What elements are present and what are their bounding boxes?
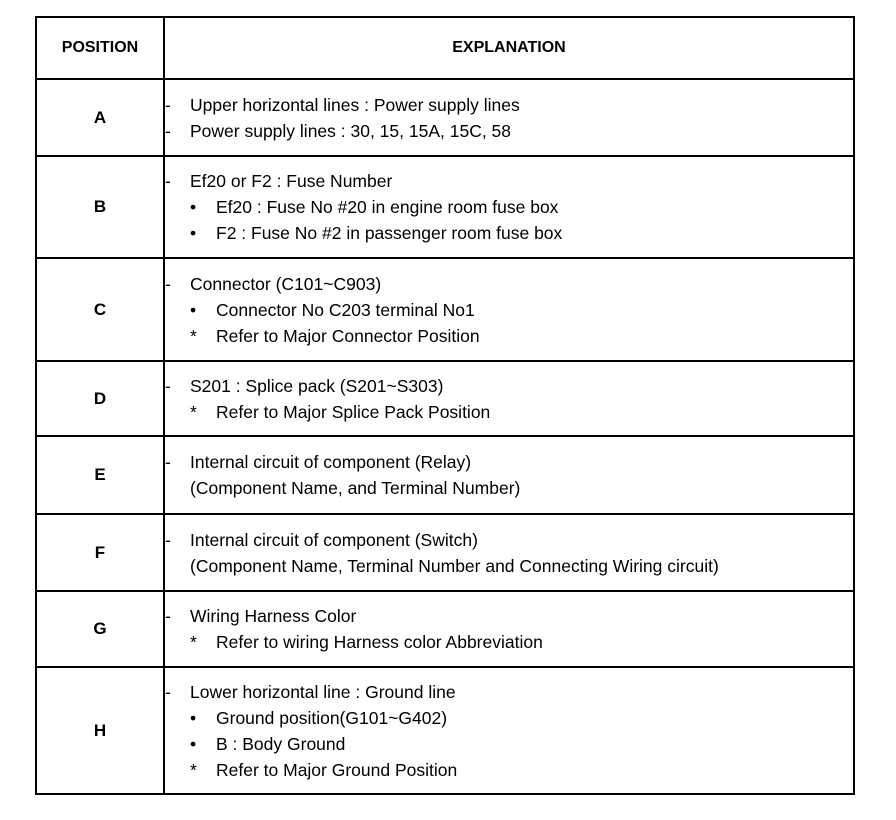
list-marker: •: [190, 197, 197, 217]
list-marker: [165, 475, 190, 501]
position-cell: H: [36, 667, 164, 794]
line-text: Refer to Major Connector Position: [216, 325, 480, 346]
line-text: Connector (C101~C903): [190, 273, 382, 294]
table-row: [36, 361, 854, 436]
table-row: [36, 667, 854, 794]
explanation-cell: [164, 156, 854, 258]
list-marker: •: [190, 707, 197, 728]
explanation-line: [165, 118, 853, 144]
table-row: [36, 436, 854, 514]
line-text: S201 : Splice pack (S201~S303): [190, 375, 444, 396]
line-text: Ef20 : Fuse No #20 in engine room fuse box: [216, 197, 559, 217]
line-text: Lower horizontal line : Ground line: [190, 681, 456, 702]
explanation-line: [165, 603, 853, 629]
explanation-line: [165, 553, 853, 579]
table-row: [36, 79, 854, 156]
explanation-cell: [164, 361, 854, 436]
position-cell: F: [36, 514, 164, 591]
list-marker: *: [190, 401, 197, 422]
explanation-line: [165, 271, 853, 297]
explanation-cell: [164, 79, 854, 156]
table-row: [36, 258, 854, 361]
list-marker: -: [165, 171, 171, 191]
position-explanation-table: [35, 16, 855, 795]
line-text: (Component Name, Terminal Number and Connecting Wiring circuit): [190, 555, 719, 576]
explanation-line: [165, 323, 853, 349]
explanation-line: [165, 220, 853, 246]
list-marker: *: [190, 759, 197, 780]
explanation-line: [165, 679, 853, 705]
list-marker: -: [165, 452, 171, 472]
explanation-line: [165, 705, 853, 731]
explanation-cell: [164, 436, 854, 514]
explanation-line: [165, 475, 853, 501]
list-marker: -: [165, 94, 171, 115]
explanation-cell: [164, 667, 854, 794]
header-row: [36, 17, 854, 79]
list-marker: [165, 553, 190, 579]
list-marker: -: [165, 120, 171, 141]
list-marker: *: [190, 632, 197, 652]
position-header: POSITION: [36, 17, 164, 79]
table-row: [36, 591, 854, 667]
explanation-cell: [164, 514, 854, 591]
list-marker: -: [165, 681, 171, 702]
explanation-line: [165, 731, 853, 757]
explanation-line: [165, 449, 853, 475]
explanation-line: [165, 757, 853, 783]
line-text: Refer to Major Ground Position: [216, 759, 458, 780]
position-cell: A: [36, 79, 164, 156]
line-text: Ef20 or F2 : Fuse Number: [190, 171, 393, 191]
explanation-cell: [164, 591, 854, 667]
explanation-line: [165, 92, 853, 118]
position-cell: D: [36, 361, 164, 436]
table-row: [36, 156, 854, 258]
list-marker: •: [190, 223, 197, 243]
list-marker: -: [165, 606, 171, 626]
line-text: F2 : Fuse No #2 in passenger room fuse box: [216, 223, 563, 243]
list-marker: -: [165, 529, 171, 550]
line-text: Power supply lines : 30, 15, 15A, 15C, 58: [190, 120, 512, 141]
list-marker: •: [190, 299, 197, 320]
line-text: Connector No C203 terminal No1: [216, 299, 475, 320]
line-text: Wiring Harness Color: [190, 606, 357, 626]
explanation-header: EXPLANATION: [164, 17, 854, 79]
line-text: (Component Name, and Terminal Number): [190, 478, 521, 498]
line-text: B : Body Ground: [216, 733, 346, 754]
line-text: Refer to Major Splice Pack Position: [216, 401, 491, 422]
explanation-line: [165, 297, 853, 323]
line-text: Upper horizontal lines : Power supply lines: [190, 94, 520, 115]
position-cell: B: [36, 156, 164, 258]
position-cell: E: [36, 436, 164, 514]
line-text: Refer to wiring Harness color Abbreviation: [216, 632, 543, 652]
line-text: Internal circuit of component (Switch): [190, 529, 478, 550]
table-row: [36, 514, 854, 591]
explanation-cell: [164, 258, 854, 361]
explanation-line: [165, 373, 853, 399]
list-marker: -: [165, 375, 171, 396]
position-cell: C: [36, 258, 164, 361]
line-text: Internal circuit of component (Relay): [190, 452, 472, 472]
explanation-line: [165, 629, 853, 655]
list-marker: •: [190, 733, 197, 754]
explanation-line: [165, 168, 853, 194]
position-cell: G: [36, 591, 164, 667]
explanation-line: [165, 194, 853, 220]
explanation-line: [165, 527, 853, 553]
line-text: Ground position(G101~G402): [216, 707, 448, 728]
explanation-line: [165, 399, 853, 425]
list-marker: *: [190, 325, 197, 346]
list-marker: -: [165, 273, 171, 294]
